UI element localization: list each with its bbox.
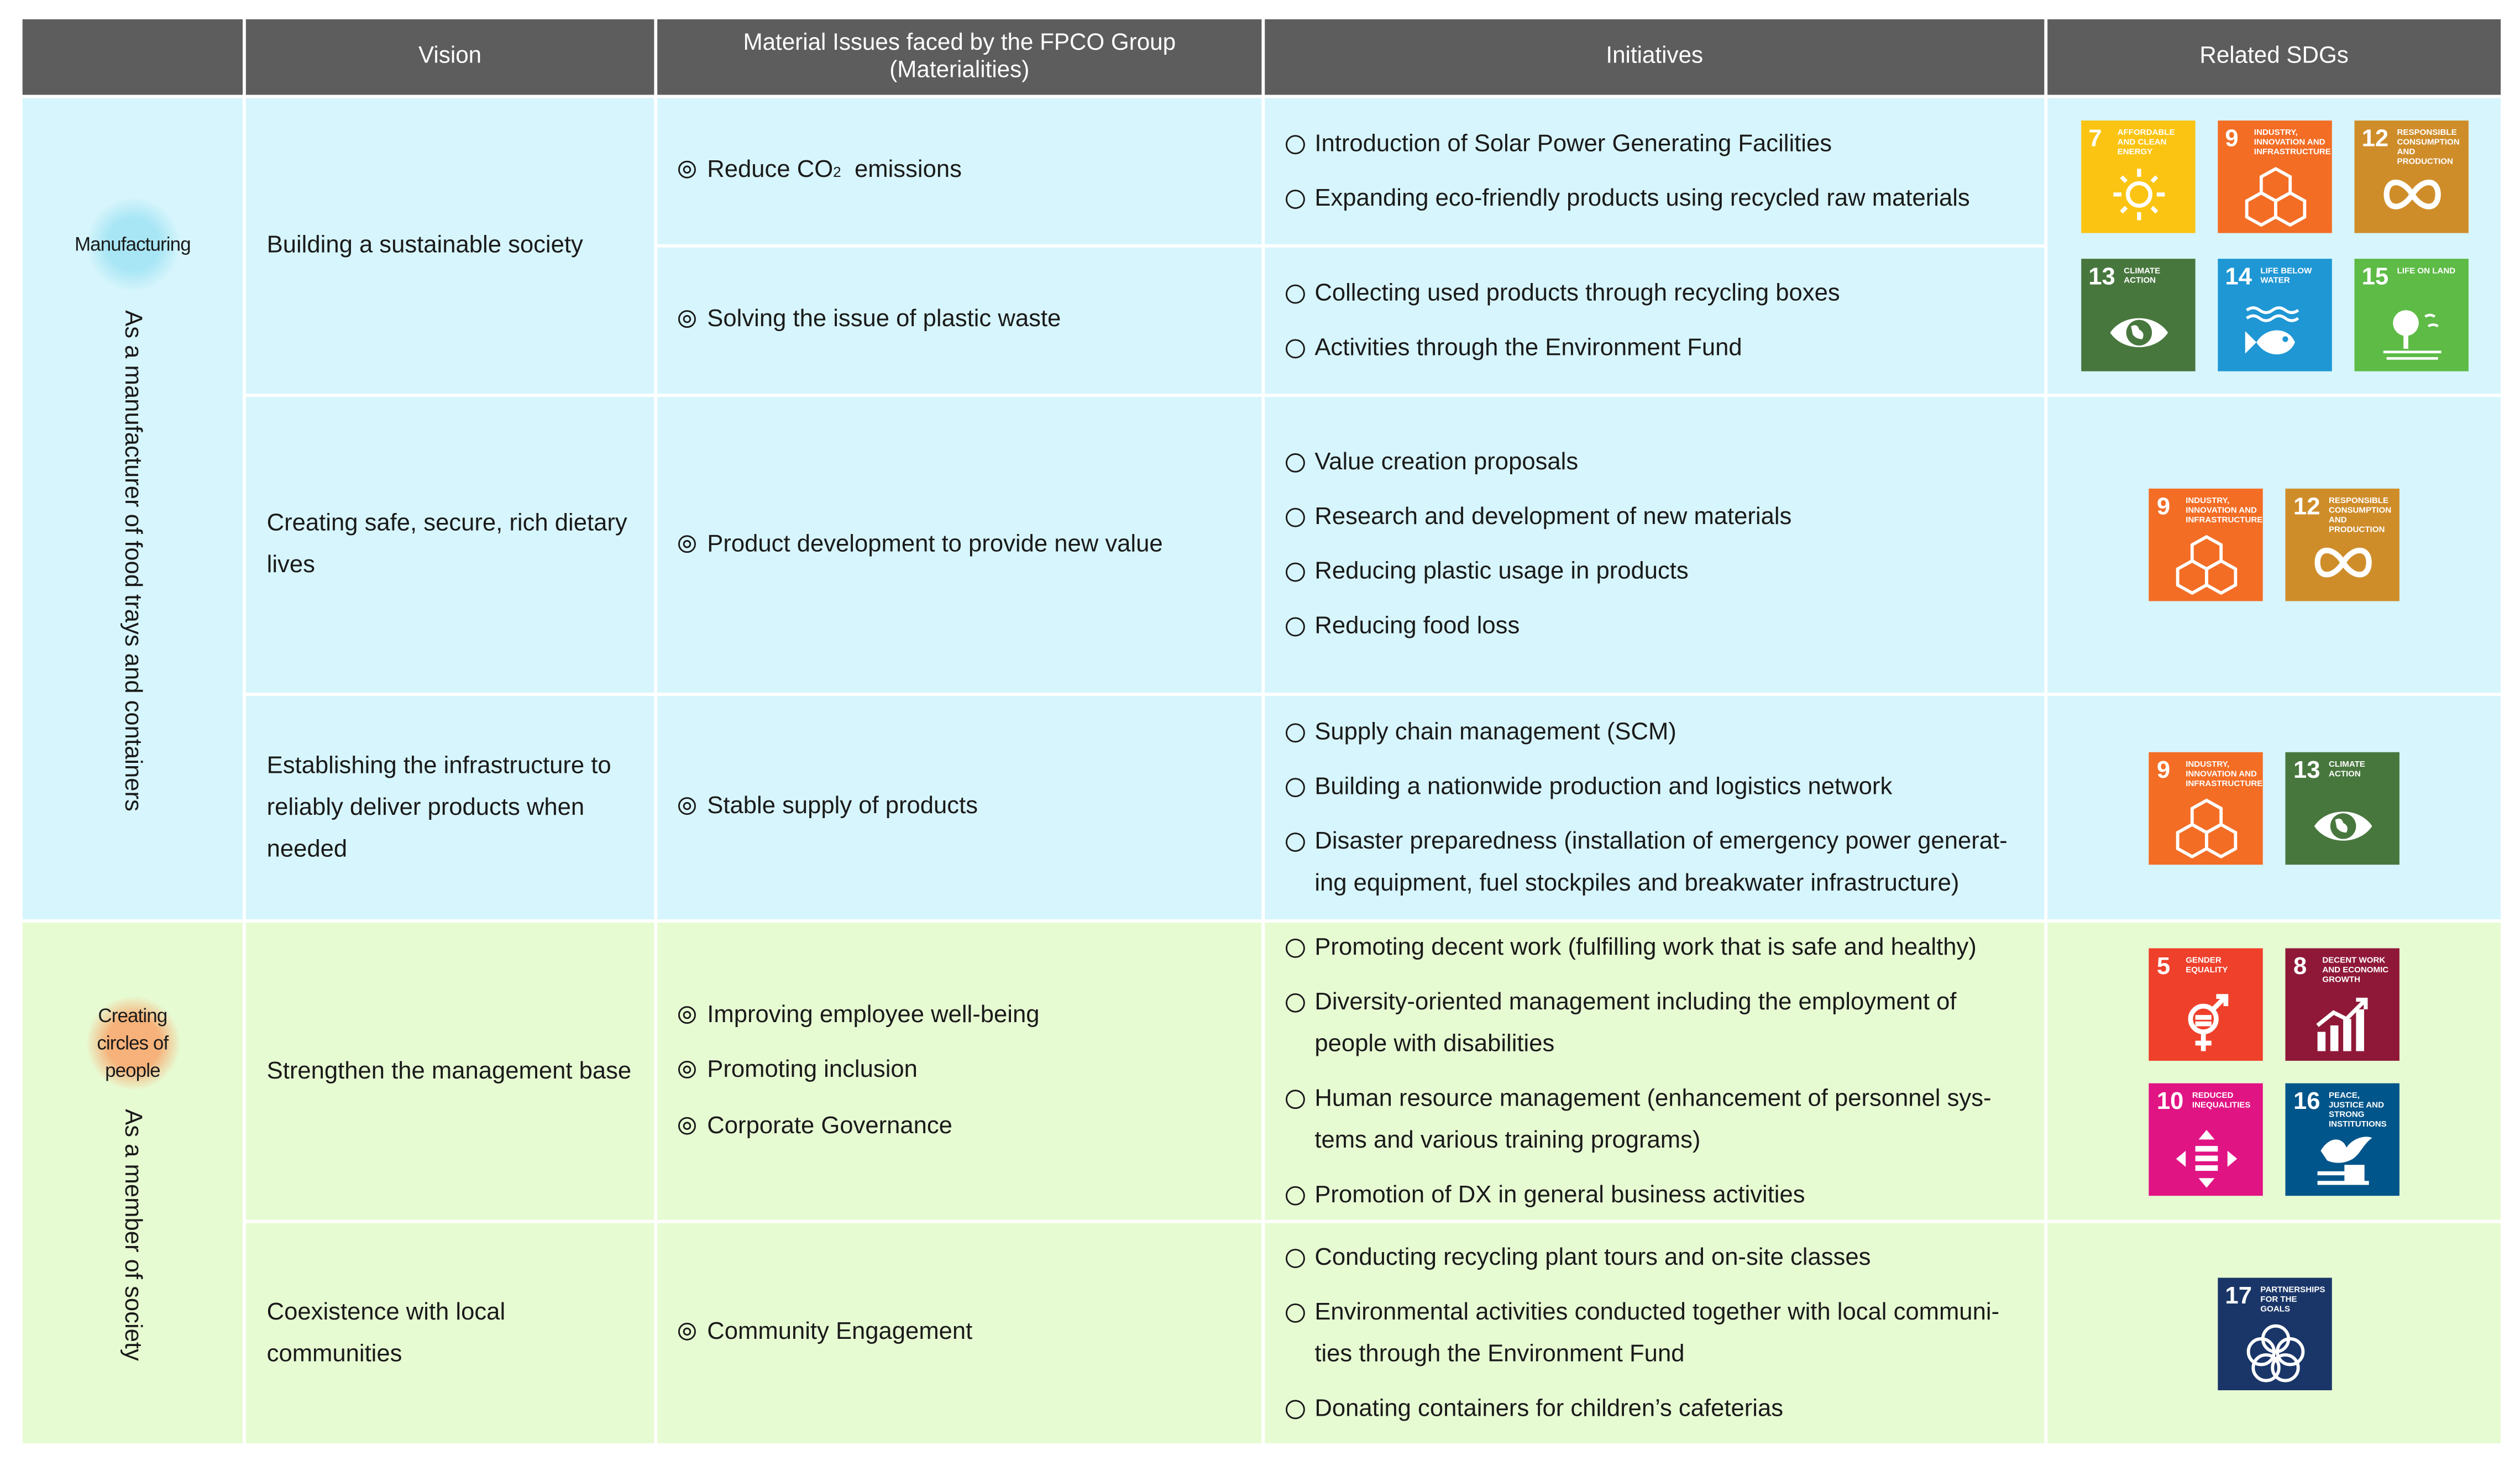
list-item — [1286, 273, 2025, 315]
circle-bullet-icon — [1286, 992, 1305, 1012]
header-blank — [23, 19, 243, 95]
initiatives-management — [1265, 923, 2044, 1220]
list-item — [1286, 177, 2025, 219]
header-vision: Vision — [246, 19, 654, 95]
sdg-label: DECENT WORK AND ECONOMIC GROWTH — [2322, 955, 2389, 985]
sdg-13-tile — [2081, 259, 2194, 371]
materiality-item — [678, 988, 1261, 1043]
sdgs-row-3 — [2047, 696, 2501, 919]
initiative-text: Disaster preparedness (installation of emergency power generat-ing equipment, fuel stockpiles and breakwater infrastructure) — [1314, 826, 2008, 896]
circles-badge-label: Creating circles of people — [97, 1003, 169, 1081]
sdg-label: CLIMATE ACTION — [2124, 266, 2161, 286]
vision-local-communities: Coexistence with local communities — [246, 1223, 654, 1443]
sdg-label: CLIMATE ACTION — [2328, 759, 2365, 779]
initiative-text: Building a nationwide production and logistics network — [1314, 772, 1893, 800]
initiative-text: Reducing plastic usage in products — [1314, 557, 1689, 585]
sdg-label: GENDER EQUALITY — [2186, 955, 2228, 975]
initiative-text: Donating containers for children’s cafeterias — [1314, 1394, 1784, 1422]
sdg-9-tile — [2149, 489, 2262, 601]
materiality-co2 — [657, 98, 1261, 244]
circle-bullet-icon — [1286, 284, 1305, 303]
sdg-13-tile — [2285, 751, 2399, 864]
sdg-label: RESPONSIBLE CONSUMPTION AND PRODUCTION — [2328, 496, 2392, 536]
materiality-text: Community Engagement — [707, 1318, 973, 1346]
sdg-number: 9 — [2156, 493, 2171, 521]
initiatives-co2 — [1265, 98, 2044, 244]
materiality-community — [657, 1223, 1261, 1443]
manufacturing-badge — [74, 198, 191, 291]
sdg-number: 14 — [2225, 263, 2252, 291]
sdg-number: 10 — [2156, 1087, 2184, 1115]
sdg-label: LIFE BELOW WATER — [2260, 266, 2312, 286]
sdg-label: INDUSTRY, INNOVATION AND INFRASTRUCTURE — [2186, 759, 2263, 789]
list-item — [1286, 496, 2025, 538]
list-item — [1286, 123, 2025, 165]
sdg-10-tile — [2149, 1082, 2262, 1195]
list-item — [1286, 1077, 2025, 1161]
manufacturing-badge-label: Manufacturing — [74, 232, 191, 255]
double-circle-icon — [678, 798, 696, 815]
materiality-item — [678, 1099, 1261, 1154]
sdg-number: 13 — [2293, 756, 2320, 784]
sdg-number: 7 — [2088, 125, 2102, 153]
double-circle-icon — [678, 535, 696, 552]
double-circle-icon — [678, 1323, 696, 1341]
vision-sustainable-society: Building a sustainable society — [246, 98, 654, 394]
sdg-label: LIFE ON LAND — [2397, 266, 2456, 277]
vision-dietary-lives: Creating safe, secure, rich dietary lives — [246, 397, 654, 693]
double-circle-icon — [678, 1061, 696, 1079]
initiatives-plastic-waste — [1265, 248, 2044, 394]
initiative-text: Diversity-oriented management including the employment of people with disabilities — [1314, 987, 1957, 1057]
sdg-number: 12 — [2361, 125, 2389, 153]
initiative-text: Promotion of DX in general business activities — [1314, 1180, 1805, 1208]
sdg-12-tile — [2285, 489, 2399, 601]
initiative-text: Expanding eco-friendly products using recycled raw materials — [1314, 184, 1970, 212]
circle-bullet-icon — [1286, 1303, 1305, 1322]
circle-bullet-icon — [1286, 189, 1305, 208]
circles-of-people-badge — [86, 997, 180, 1090]
initiative-text: Conducting recycling plant tours and on-site classes — [1314, 1243, 1871, 1271]
sdg-9-tile — [2217, 121, 2331, 233]
vision-management-base: Strengthen the management base — [246, 923, 654, 1220]
header-materiality: Material Issues faced by the FPCO Group (Materialities) — [657, 19, 1261, 95]
circle-bullet-icon — [1286, 722, 1305, 742]
list-item — [1286, 327, 2025, 369]
materiality-text: Stable supply of products — [707, 793, 978, 820]
sdg-7-tile — [2081, 121, 2194, 233]
circle-bullet-icon — [1286, 338, 1305, 358]
sdg-9-tile — [2149, 751, 2262, 864]
double-circle-icon — [678, 1006, 696, 1023]
circle-bullet-icon — [1286, 134, 1305, 154]
sdg-number: 12 — [2293, 493, 2320, 521]
initiative-text: Promoting decent work (fulfilling work that is safe and healthy) — [1314, 933, 1977, 961]
materiality-text-after: emissions — [841, 155, 962, 183]
sdg-number: 16 — [2293, 1087, 2320, 1115]
sdg-label: REDUCED INEQUALITIES — [2192, 1090, 2251, 1110]
sdg-8-tile — [2285, 947, 2399, 1060]
circle-bullet-icon — [1286, 453, 1305, 473]
sdg-label: RESPONSIBLE CONSUMPTION AND PRODUCTION — [2397, 128, 2460, 167]
materiality-text: Promoting inclusion — [707, 1056, 918, 1084]
sdg-number: 9 — [2156, 756, 2171, 784]
materiality-product-development — [657, 397, 1261, 693]
list-item — [1286, 1237, 2025, 1279]
sdg-label: PEACE, JUSTICE AND STRONG INSTITUTIONS — [2328, 1090, 2387, 1129]
circle-bullet-icon — [1286, 563, 1305, 582]
header-sdgs: Related SDGs — [2047, 19, 2501, 95]
sdg-14-tile — [2217, 259, 2331, 371]
circle-bullet-icon — [1286, 832, 1305, 851]
list-item — [1286, 1174, 2025, 1216]
sdgs-row-5 — [2047, 1223, 2501, 1443]
list-item — [1286, 551, 2025, 593]
list-item — [1286, 926, 2025, 968]
materiality-item — [678, 1044, 1261, 1099]
list-item — [1286, 981, 2025, 1065]
list-item — [1286, 442, 2025, 484]
initiative-text: Value creation proposals — [1314, 448, 1579, 476]
initiative-text: Introduction of Solar Power Generating Facilities — [1314, 129, 1832, 157]
materiality-text: Corporate Governance — [707, 1112, 952, 1139]
materiality-text: Reduce CO — [707, 155, 834, 183]
circle-bullet-icon — [1286, 938, 1305, 957]
materiality-text: Solving the issue of plastic waste — [707, 306, 1061, 333]
initiative-text: Reducing food loss — [1314, 612, 1520, 640]
circle-bullet-icon — [1286, 617, 1305, 636]
initiatives-community — [1265, 1223, 2044, 1443]
circle-bullet-icon — [1286, 777, 1305, 797]
sdgs-row-4 — [2047, 923, 2501, 1220]
materiality-stable-supply — [657, 696, 1261, 919]
circle-bullet-icon — [1286, 508, 1305, 527]
sdg-16-tile — [2285, 1082, 2399, 1195]
sdg-label: PARTNERSHIPS FOR THE GOALS — [2260, 1285, 2325, 1314]
list-item — [1286, 1291, 2025, 1375]
initiative-text: Activities through the Environment Fund — [1314, 333, 1742, 361]
subscript-2: 2 — [833, 163, 841, 180]
circle-bullet-icon — [1286, 1089, 1305, 1108]
sdg-12-tile — [2354, 121, 2467, 233]
sdgs-row-2 — [2047, 397, 2501, 693]
materiality-text: Improving employee well-being — [707, 1001, 1040, 1029]
double-circle-icon — [678, 160, 696, 178]
header-initiatives: Initiatives — [1265, 19, 2044, 95]
sdg-label: INDUSTRY, INNOVATION AND INFRASTRUCTURE — [2186, 496, 2263, 526]
sdg-number: 5 — [2156, 952, 2171, 980]
sdg-number: 8 — [2293, 952, 2307, 980]
list-item — [1286, 766, 2025, 808]
sdgs-row-1 — [2047, 98, 2501, 394]
sdg-number: 17 — [2225, 1281, 2252, 1310]
sdg-17-tile — [2217, 1277, 2331, 1390]
initiative-text: Human resource management (enhancement of personnel sys-tems and various training programs) — [1314, 1084, 1992, 1154]
sdg-15-tile — [2354, 259, 2467, 371]
initiative-text: Collecting used products through recycling boxes — [1314, 279, 1840, 306]
list-item — [1286, 711, 2025, 753]
member-of-society-label: As a member of society — [119, 1109, 146, 1361]
circle-bullet-icon — [1286, 1248, 1305, 1268]
sdg-5-tile — [2149, 947, 2262, 1060]
circle-bullet-icon — [1286, 1185, 1305, 1205]
materiality-plastic-waste — [657, 248, 1261, 394]
manufacturer-role-label: As a manufacturer of food trays and containers — [119, 310, 146, 811]
initiative-text: Supply chain management (SCM) — [1314, 718, 1676, 745]
list-item — [1286, 820, 2025, 904]
section-manufacturing — [23, 98, 243, 919]
sdg-number: 15 — [2361, 263, 2389, 291]
double-circle-icon — [678, 1117, 696, 1134]
materiality-management — [657, 923, 1261, 1220]
sdg-number: 9 — [2225, 125, 2239, 153]
sdg-label: INDUSTRY, INNOVATION AND INFRASTRUCTURE — [2254, 128, 2331, 158]
sdg-number: 13 — [2088, 263, 2115, 291]
vision-infrastructure: Establishing the infrastructure to reliably deliver products when needed — [246, 696, 654, 919]
initiative-text: Research and development of new materials — [1314, 503, 1792, 531]
sdg-label: AFFORDABLE AND CLEAN ENERGY — [2117, 128, 2175, 158]
section-circles-of-people — [23, 923, 243, 1443]
initiatives-supply — [1265, 696, 2044, 919]
initiatives-dietary — [1265, 397, 2044, 693]
list-item — [1286, 1388, 2025, 1430]
materiality-text: Product development to provide new value — [707, 530, 1163, 558]
list-item — [1286, 606, 2025, 648]
circle-bullet-icon — [1286, 1399, 1305, 1418]
double-circle-icon — [678, 311, 696, 328]
initiative-text: Environmental activities conducted together with local communi-ties through the Environment Fund — [1314, 1297, 2000, 1367]
